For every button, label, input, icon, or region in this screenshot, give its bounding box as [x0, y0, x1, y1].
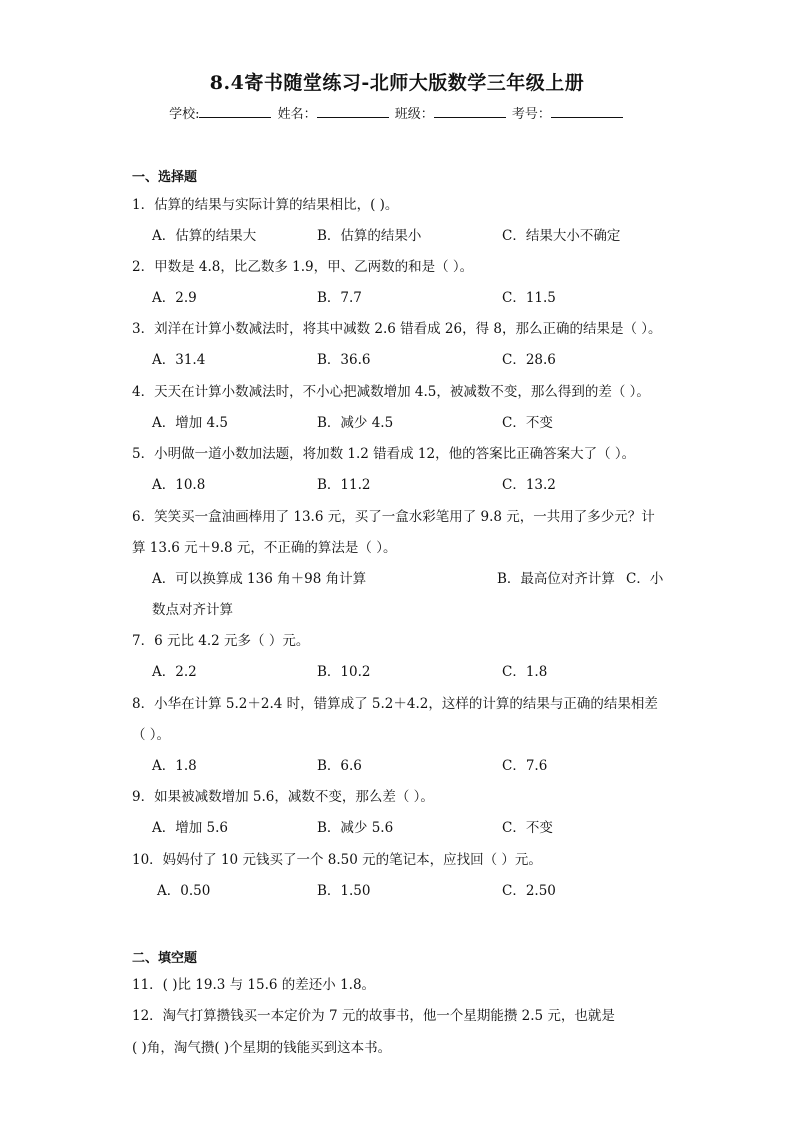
section-title-fill: 二、填空题: [132, 951, 198, 966]
q3-option-b: B．36.6: [317, 352, 371, 368]
question-8-line2: （ ）。: [132, 727, 171, 743]
q1-option-c: C．结果大小不确定: [502, 228, 621, 244]
q10-option-c: C．2.50: [502, 883, 556, 899]
q2-option-c: C．11.5: [502, 290, 556, 306]
q6-option-b: B．最高位对齐计算: [497, 571, 615, 587]
exam-no-blank[interactable]: [551, 105, 623, 118]
question-6-line1: 6．笑笑买一盒油画棒用了 13.6 元，买了一盒水彩笔用了 9.8 元，一共用了多少元？计: [132, 509, 655, 525]
question-11: 11．( )比 19.3 与 15.6 的差还小 1.8。: [132, 977, 376, 993]
school-blank[interactable]: [199, 105, 271, 118]
q8-option-a: A．1.8: [152, 758, 197, 774]
q4-option-a: A．增加 4.5: [152, 415, 229, 431]
question-2: 2．甲数是 4.8，比乙数多 1.9，甲、乙两数的和是（ ）。: [132, 259, 474, 275]
q9-option-b: B．减少 5.6: [317, 820, 394, 836]
question-7: 7．6 元比 4.2 元多（ ）元。: [132, 633, 310, 649]
q9-option-c: C．不变: [502, 820, 553, 836]
q10-option-b: B．1.50: [317, 883, 371, 899]
name-label: 姓名：: [277, 107, 317, 122]
question-1: 1．估算的结果与实际计算的结果相比，( )。: [132, 197, 399, 213]
class-label: 班级：: [394, 107, 434, 122]
school-label: 学校:: [169, 107, 200, 122]
question-4: 4．天天在计算小数减法时，不小心把减数增加 4.5，被减数不变，那么得到的差（ ）。: [132, 384, 650, 400]
section-title-choice: 一、选择题: [132, 170, 198, 185]
q2-option-b: B．7.7: [317, 290, 362, 306]
q9-option-a: A．增加 5.6: [152, 820, 229, 836]
q1-option-a: A．估算的结果大: [152, 228, 257, 244]
q5-option-a: A．10.8: [152, 477, 206, 493]
q4-option-b: B．减少 4.5: [317, 415, 394, 431]
question-9: 9．如果被减数增加 5.6，减数不变，那么差（ ）。: [132, 789, 434, 805]
name-blank[interactable]: [317, 105, 389, 118]
class-blank[interactable]: [434, 105, 506, 118]
q6-option-c-wrap: 数点对齐计算: [152, 602, 233, 618]
q7-option-a: A．2.2: [152, 664, 197, 680]
q7-option-c: C．1.8: [502, 664, 548, 680]
page-title: 8.4寄书随堂练习-北师大版数学三年级上册: [209, 72, 585, 94]
q10-option-a: A．0.50: [157, 883, 211, 899]
question-3: 3．刘洋在计算小数减法时，将其中减数 2.6 错看成 26，得 8，那么正确的结果是（ ）。: [132, 321, 662, 337]
question-10: 10．妈妈付了 10 元钱买了一个 8.50 元的笔记本，应找回（ ）元。: [132, 852, 542, 868]
exam-no-label: 考号：: [511, 107, 551, 122]
question-12-line1: 12．淘气打算攒钱买一本定价为 7 元的故事书，他一个星期能攒 2.5 元，也就是: [132, 1008, 615, 1024]
q8-option-c: C．7.6: [502, 758, 548, 774]
question-12-line2: ( )角，淘气攒( )个星期的钱能买到这本书。: [132, 1040, 392, 1056]
q5-option-b: B．11.2: [317, 477, 371, 493]
q3-option-a: A．31.4: [152, 352, 206, 368]
q5-option-c: C．13.2: [502, 477, 556, 493]
q6-option-a: A．可以换算成 136 角＋98 角计算: [152, 571, 367, 587]
q6-option-c: C．小: [626, 571, 664, 587]
q4-option-c: C．不变: [502, 415, 553, 431]
q1-option-b: B．估算的结果小: [317, 228, 422, 244]
q7-option-b: B．10.2: [317, 664, 371, 680]
question-6-line2: 算 13.6 元＋9.8 元，不正确的算法是（ ）。: [132, 540, 397, 556]
q2-option-a: A．2.9: [152, 290, 197, 306]
student-info-line: [0, 103, 794, 122]
q3-option-c: C．28.6: [502, 352, 556, 368]
q8-option-b: B．6.6: [317, 758, 362, 774]
question-5: 5．小明做一道小数加法题，将加数 1.2 错看成 12，他的答案比正确答案大了（ ）。: [132, 446, 636, 462]
question-8-line1: 8．小华在计算 5.2＋2.4 时，错算成了 5.2＋4.2，这样的计算的结果与正确的结果相差: [132, 696, 658, 712]
